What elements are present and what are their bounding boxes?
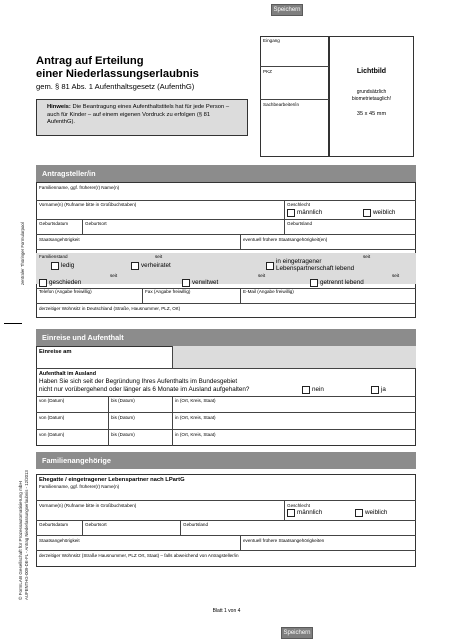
photo-size: 35 x 45 mm [356,111,387,117]
col-divider [172,429,173,446]
abroad-ja-label: ja [381,386,386,393]
wohnsitz-field[interactable] [36,312,416,318]
family-staatsangehoerigkeit-label: Staatsangehörigkeit [39,538,80,543]
row-divider [36,303,416,304]
applicant-vornamen-label: Vorname(n) (Rufname bitte in Großbuchstaben) [39,202,137,207]
ort-label: in (Ort, Kreis, Staat) [175,415,216,420]
applicant-geburtsdatum-label: Geburtsdatum [39,221,69,226]
family-maennlich-label: männlich [297,509,323,516]
col-divider [82,520,83,535]
abroad-question-line-1: Haben Sie sich seit der Begründung Ihres Aufenthalts im Bundesgebiet [39,378,238,385]
family-geschlecht-label: Geschlecht [287,503,310,508]
eingang-label: Eingang [263,38,280,43]
office-divider [260,99,329,100]
row-divider [36,200,416,201]
formpool-sidebar-text: zentraler Thüringer Formularpool [20,222,25,285]
ort-label: in (Ort, Kreis, Staat) [175,398,216,403]
family-wohnsitz-label: derzeitiger Wohnsitz (Straße Hausnummer, PLZ Ort, Staat) – falls abweichend von Antragsteller/in [39,553,239,558]
abroad-question-line-2: nicht nur vorübergehend oder länger als 6 Monate im Ausland aufgehalten? [39,385,250,393]
entry-grey-area [172,346,416,368]
col-divider [240,535,241,550]
einreise-am-label: Einreise am [39,349,72,355]
ledig-checkbox[interactable] [51,262,59,270]
ledig-label: ledig [61,262,75,269]
von-label: von (Datum) [39,398,65,403]
row-divider [36,500,416,501]
bis-label: bis (Datum) [111,432,135,437]
family-familienname-label: Familienname, ggf. früherer(r) Name(n) [39,484,120,489]
seit-label: seit [363,254,371,259]
col-divider [240,234,241,249]
family-geburtsdatum-label: Geburtsdatum [39,522,69,527]
von-label: von (Datum) [39,415,65,420]
ort-label: in (Ort, Kreis, Staat) [175,432,216,437]
applicant-weiblich-label: weiblich [373,209,396,216]
abroad-nein-checkbox[interactable] [302,386,310,394]
geschieden-checkbox[interactable] [39,279,47,287]
lebenspartnerschaft-label-line-1: in eingetragener [276,258,322,265]
family-familienname-field[interactable] [36,490,416,500]
row-divider [36,520,416,521]
row-divider [36,535,416,536]
applicant-maennlich-checkbox[interactable] [287,209,295,217]
verheiratet-checkbox[interactable] [131,262,139,270]
office-use-box [260,36,329,157]
lebenspartnerschaft-checkbox[interactable] [266,262,274,270]
section-family: Familienangehörige [36,452,416,469]
verwitwet-label: verwitwet [192,279,219,286]
sachbearbeiter-label: Sachbearbeiter/in [263,102,300,107]
familienstand-label: Familienstand [39,254,68,259]
applicant-geschlecht-label: Geschlecht [287,202,310,207]
row-divider [36,368,416,369]
col-divider [284,500,285,520]
photo-note-line-2: biometrietauglich! [351,96,392,102]
title-line-1: Antrag auf Erteilung [36,55,144,67]
seit-label: seit [392,273,400,278]
col-divider [108,429,109,446]
hint-text: Die Beantragung eines Aufenthaltstitels hat für jede Person – auch für Kinder – auf einem eigenen Vordruck zu erfolgen (§ 81 AufenthG). [47,104,230,126]
photo-note [329,89,414,103]
von-label: von (Datum) [39,432,65,437]
row-divider [36,219,416,220]
wohnsitz-label: derzeitiger Wohnsitz in Deutschland (Straße, Hausnummer, PLZ, Ort) [39,306,181,311]
seit-label: seit [110,273,118,278]
save-button-top[interactable]: Speichern [271,4,303,16]
pkz-label: PKZ [263,69,272,74]
col-divider [142,288,143,303]
getrennt-label: getrennt lebend [320,279,364,286]
row-divider [36,249,416,250]
row-divider [36,412,416,413]
ehegatte-label: Ehegatte / eingetragener Lebenspartner nach LPartG [39,477,185,483]
getrennt-checkbox[interactable] [310,279,318,287]
row-divider [36,550,416,551]
family-wohnsitz-field[interactable] [36,559,416,567]
col-divider [108,412,109,429]
family-geburtsland-label: Geburtsland [183,522,209,527]
abroad-nein-label: nein [312,386,324,393]
telefon-label: Telefon (Angabe freiwillig) [39,289,92,294]
applicant-vornamen-field[interactable] [36,208,284,217]
page-number: Blatt 1 von 4 [212,608,241,614]
fax-label: Fax (Angabe freiwillig) [145,289,191,294]
applicant-fruehere-staatsangehoerigkeit-label: eventuell frühere Staatsangehörigkeit(en) [243,237,328,242]
row-divider [36,396,416,397]
email-label: E-Mail (Angabe freiwillig) [243,289,294,294]
applicant-geburtsort-label: Geburtsort [85,221,107,226]
verheiratet-label: verheiratet [141,262,171,269]
hint-label: Hinweis: [47,104,71,110]
form-title [36,55,199,81]
row-divider [36,234,416,235]
aufenthalt-ausland-label: Aufenthalt im Ausland [39,371,97,377]
col-divider [172,396,173,412]
applicant-familienname-label: Familienname, ggf. früherer(r) Name(n) [39,185,120,190]
seit-label: seit [258,273,266,278]
copyright-sidebar-text: © FormLAB Gesellschaft für Prozessautomatisierung mbH [18,481,23,600]
office-divider [260,66,329,67]
photo-note-line-1: grundsätzlich [356,89,387,95]
family-geburtsort-label: Geburtsort [85,522,107,527]
applicant-birth-fields[interactable] [36,226,416,234]
applicant-geburtsland-label: Geburtsland [287,221,313,226]
hint-box [36,99,248,136]
applicant-weiblich-checkbox[interactable] [363,209,371,217]
col-divider [172,346,173,368]
photo-title: Lichtbild [356,68,387,75]
row-divider [36,288,416,289]
family-vornamen-label: Vorname(n) (Rufname bitte in Großbuchstaben) [39,503,137,508]
form-subtitle: gem. § 81 Abs. 1 Aufenthaltsgesetz (AufenthG) [36,82,195,91]
form-id-sidebar-text: AUFENTHG-009-DE-FL - Antrag Niederlassungserlaubnis - 12/2013 [24,470,29,600]
lebenspartnerschaft-label [276,258,354,272]
section-applicant: Antragsteller/in [36,165,416,182]
col-divider [284,200,285,219]
applicant-maennlich-label: männlich [297,209,323,216]
family-weiblich-checkbox[interactable] [355,509,363,517]
section-entry: Einreise und Aufenthalt [36,329,416,346]
abroad-question [39,378,249,393]
seit-label: seit [155,254,163,259]
applicant-staatsangehoerigkeit-label: Staatsangehörigkeit [39,237,80,242]
bis-label: bis (Datum) [111,398,135,403]
fold-mark [4,323,22,324]
col-divider [240,288,241,303]
col-divider [180,520,181,535]
row-divider [36,429,416,430]
col-divider [108,396,109,412]
abroad-ja-checkbox[interactable] [371,386,379,394]
family-maennlich-checkbox[interactable] [287,509,295,517]
family-fruehere-label: eventuell frühere Staatsangehörigkeiten [243,538,325,543]
save-button-bottom[interactable]: Speichern [281,627,313,639]
col-divider [172,412,173,429]
family-weiblich-label: weiblich [365,509,388,516]
bis-label: bis (Datum) [111,415,135,420]
verwitwet-checkbox[interactable] [182,279,190,287]
title-line-2: einer Niederlassungserlaubnis [36,68,199,80]
applicant-familienname-field[interactable] [36,191,416,200]
geschieden-label: geschieden [49,279,82,286]
lebenspartnerschaft-label-line-2: Lebenspartnerschaft lebend [276,265,355,272]
